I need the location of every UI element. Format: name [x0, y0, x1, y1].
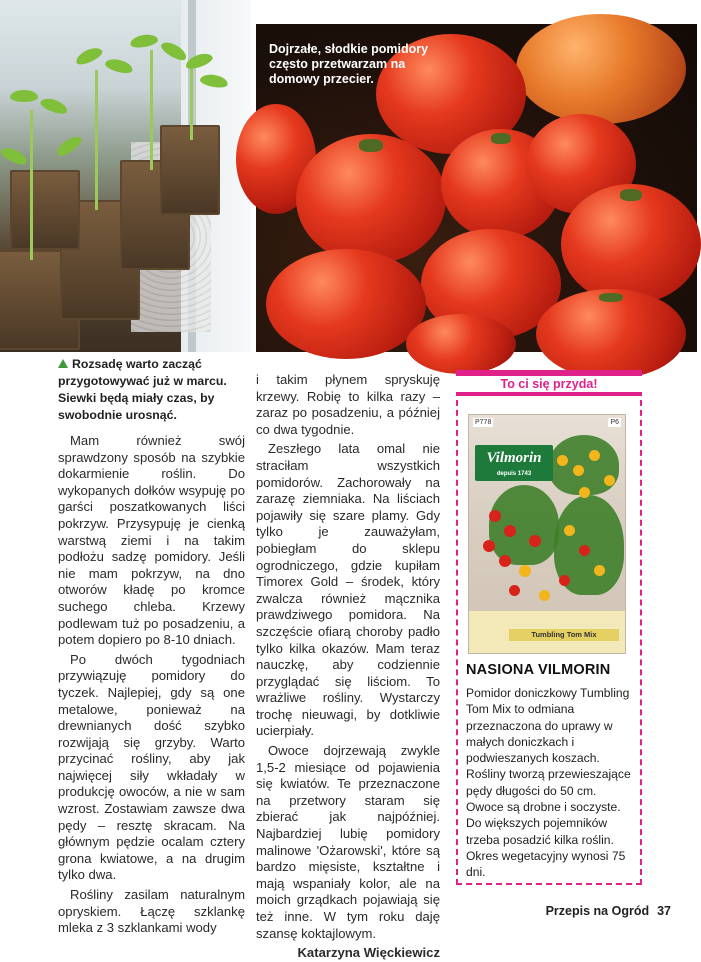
- tomato-berry: [564, 525, 575, 536]
- tomato: [536, 289, 686, 379]
- seedling-pot: [10, 170, 80, 250]
- magazine-name: Przepis na Ogród: [545, 904, 650, 918]
- seedling-leaf: [0, 145, 29, 168]
- tomato-berry: [519, 565, 531, 577]
- tomato-berry: [579, 487, 590, 498]
- seedling-stem: [95, 70, 98, 210]
- tomato: [406, 314, 516, 374]
- tomato-berry: [594, 565, 605, 576]
- tomato: [296, 134, 446, 264]
- tomato-berry: [529, 535, 541, 547]
- seedling-leaf: [39, 96, 69, 117]
- product-box-header: To ci się przyda!: [456, 370, 642, 396]
- seedlings-caption-text: Rozsadę warto zacząć przygotowywać już w marcu. Siewki będą miały czas, by swobodnie urosnąć.: [58, 357, 227, 422]
- triangle-marker-icon: [58, 359, 68, 368]
- article-paragraph: Po dwóch tygodniach przywiązuję pomidory do tyczek. Najlepiej, gdy są one metalowe, ponieważ na drewnianych dość szybko rozwijają się grzyby. Warto przycinać rośliny, aby jak najwięcej siły wkładały w produkcję owoców, a nie w sam wzrost. Zostawiam zawsze dwa pędy – resztę skracam. Na głównym pędzie ocalam cztery grona kwiatowe, a na drugim tylko dwa.: [58, 651, 245, 883]
- packet-code-left: P778: [475, 419, 492, 426]
- article-column-2: [256, 372, 440, 962]
- tomato-berry: [489, 510, 501, 522]
- tomato-berry: [579, 545, 590, 556]
- tomato-berry: [573, 465, 584, 476]
- article-paragraph: Owoce dojrzewają zwykle 1,5-2 miesiące od pojawienia się kwiatów. Te przeznaczone na przetwory staram się zbierać jak najpóźniej. Najbardziej lubię pomidory malinowe 'Ożarowski', które są bardzo mięsiste, kształtne i mają wspaniały kolor, ale na moich grządkach pojawiają się też inne. W tym roku daję szansę koktajlowym.: [256, 743, 440, 941]
- tomato-berry: [604, 475, 615, 486]
- seedlings-photo-caption: [58, 356, 253, 424]
- product-description: Pomidor doniczkowy Tumbling Tom Mix to odmiana przeznaczona do uprawy w małych doniczkach i podwieszanych koszach. Rośliny tworzą przewieszające pędy długości do 50 cm. Owoce są drobne i soczyste. Do większych pojemników trzeba posadzić kilka roślin. Okres wegetacyjny wynosi 75 dni.: [466, 686, 631, 880]
- article-paragraph: Mam również swój sprawdzony sposób na szybkie dokarmienie roślin. Do wykopanych dołków wsypuję po garści poszatkowanych liści pokrzyw. Przysypuję je cienką warstwą ziemi i na takim podłożu sadzę pomidory. Jeśli nie mam pokrzyw, na dno otworów kładę po kromce suchego chleba. Krzewy podlewam tuż po posadzeniu, a potem dopiero po 8-10 dniach.: [58, 433, 245, 648]
- seedling-stem: [30, 110, 33, 260]
- seedlings-photo: [0, 0, 251, 352]
- tomato-berry: [557, 455, 568, 466]
- seedling-stem: [150, 50, 153, 170]
- article-column-1: [58, 433, 245, 940]
- packet-variety-name: Tumbling Tom Mix: [509, 629, 619, 641]
- tomato-berry: [539, 590, 550, 601]
- tomato-berry: [483, 540, 495, 552]
- tomato: [266, 249, 426, 359]
- packet-brand: Vilmorin: [486, 450, 542, 466]
- seedling-leaf: [129, 33, 159, 50]
- tomatoes-photo-caption: Dojrzałe, słodkie pomidory często przetwarzam na domowy przecier.: [269, 42, 429, 86]
- packet-brand-sub: depuis 1743: [496, 471, 532, 477]
- article-author: Katarzyna Więckiewicz: [297, 945, 440, 961]
- page-footer: [546, 904, 671, 918]
- tomato-berry: [499, 555, 511, 567]
- tomato-berry: [589, 450, 600, 461]
- product-title: NASIONA VILMORIN: [466, 662, 611, 678]
- tomato: [561, 184, 701, 304]
- article-paragraph: Zeszłego lata omal nie straciłam wszystkich pomidorów. Zachorowały na zarazę ziemniaka. Na liściach pojawiły się szare plamy. Gdy tylko je zauważyłam, pobiegłam do sklepu ogrodniczego, gdzie kupiłam Timorex Gold – środek, który zwalcza również mącznika prawdziwego pomidora. Na szczęście ofiarą choroby padło tylko kilka okazów. Mam teraz nauczkę, aby codziennie przyglądać się liściom. To wrażliwe rośliny. Wystarczy trochę nieuwagi, by dotkliwie ucierpiały.: [256, 441, 440, 739]
- vilmorin-logo: [475, 445, 553, 481]
- tomato: [516, 14, 686, 124]
- seed-packet-image: [468, 414, 626, 654]
- article-paragraph: Rośliny zasilam naturalnym opryskiem. Łączę szklankę mleka z 3 szklankami wody: [58, 887, 245, 936]
- page-number: 37: [657, 904, 671, 918]
- seedling-leaf: [104, 57, 134, 76]
- seedling-leaf: [74, 45, 104, 68]
- tomato-berry: [509, 585, 520, 596]
- seedling-stem: [190, 60, 193, 140]
- packet-code-right: P6: [610, 419, 619, 426]
- article-paragraph: i takim płynem spryskuję krzewy. Robię to kilka razy – zaraz po posadzeniu, a później co dwa tygodnie.: [256, 372, 440, 437]
- seedling-leaf: [10, 90, 38, 102]
- packet-foliage: [489, 485, 559, 565]
- seedling-leaf: [54, 133, 84, 159]
- tomato-berry: [504, 525, 516, 537]
- tomato-berry: [559, 575, 570, 586]
